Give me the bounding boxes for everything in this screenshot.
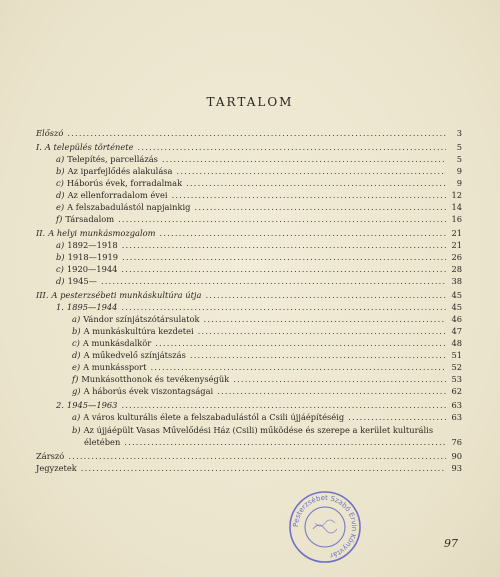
toc-entry-marker: III. xyxy=(36,290,49,300)
toc-entry xyxy=(36,239,462,251)
toc-entry-marker: f) xyxy=(56,214,63,224)
toc-entry-marker: a) xyxy=(56,240,65,250)
dot-leader xyxy=(124,436,446,448)
toc-entry-marker: e) xyxy=(72,362,81,372)
toc-entry-page: 21 xyxy=(451,228,462,238)
toc-entry xyxy=(36,153,462,165)
dot-leader xyxy=(348,411,446,423)
toc-entry-label xyxy=(72,337,151,349)
toc-entry-text: A munkáskultúra kezdetei xyxy=(83,326,194,336)
toc-entry-label xyxy=(56,165,172,177)
toc-entry-page: 53 xyxy=(451,374,462,384)
dot-leader xyxy=(186,177,446,189)
toc-entry-marker: 2. xyxy=(56,400,64,410)
toc-entry xyxy=(36,411,462,423)
toc-entry-text: 1945—1963 xyxy=(66,400,118,410)
toc-entry-label xyxy=(36,289,201,301)
toc-entry-label xyxy=(56,251,118,263)
toc-entry-text: Az újjáépült Vasas Művelődési Ház (Csili) működése és szerepe a kerület kulturális xyxy=(83,425,434,435)
toc-entry xyxy=(36,189,462,201)
dot-leader xyxy=(118,213,446,225)
toc-entry-text: 1895—1944 xyxy=(66,302,118,312)
dot-leader xyxy=(68,450,446,462)
toc-entry-text: Zárszó xyxy=(36,451,65,461)
toc-entry-text: Munkásotthonok és tevékenységük xyxy=(81,374,230,384)
toc-entry xyxy=(36,436,462,448)
toc-entry-page: 48 xyxy=(451,338,462,348)
toc-entry-marker: I. xyxy=(36,142,42,152)
toc-entry-text: Az iparfejlődés alakulása xyxy=(67,166,173,176)
toc-entry xyxy=(36,301,462,313)
toc-entry-page: 9 xyxy=(456,178,462,188)
toc-entry-marker: d) xyxy=(72,350,81,360)
toc-entry xyxy=(36,275,462,287)
dot-leader xyxy=(204,313,446,325)
dot-leader xyxy=(122,251,446,263)
toc-entry-page: 45 xyxy=(451,290,462,300)
toc-entry-text: A helyi munkásmozgalom xyxy=(48,228,156,238)
toc-entry-page: 90 xyxy=(451,451,462,461)
toc-entry xyxy=(36,337,462,349)
toc-entry-page: 51 xyxy=(451,350,462,360)
toc-entry-page: 28 xyxy=(451,264,462,274)
dot-leader xyxy=(205,289,446,301)
toc-entry-marker: d) xyxy=(56,190,65,200)
svg-text:Pesterzsébet Szabó Ervin Könyv xyxy=(292,494,358,560)
toc-entry-page: 21 xyxy=(451,240,462,250)
toc-entry-marker: c) xyxy=(56,178,64,188)
toc-entry-text: A háborús évek viszontagságai xyxy=(83,386,214,396)
toc-entry-text: A műkedvelő színjátszás xyxy=(83,350,186,360)
toc-entry-label xyxy=(72,385,213,397)
toc-entry xyxy=(36,313,462,325)
toc-entry-label xyxy=(56,213,114,225)
dot-leader xyxy=(150,361,446,373)
toc-entry-text: A felszabadulástól napjainkig xyxy=(67,202,191,212)
toc-entry-page: 45 xyxy=(451,302,462,312)
dot-leader xyxy=(176,165,446,177)
toc-entry-label xyxy=(36,450,64,462)
dot-leader xyxy=(121,399,446,411)
toc-entry-page: 12 xyxy=(451,190,462,200)
toc-entry-page: 16 xyxy=(451,214,462,224)
toc-entry-text: Telepítés, parcellázás xyxy=(67,154,158,164)
dot-leader xyxy=(162,153,446,165)
toc-entry-page: 93 xyxy=(451,463,462,473)
toc-entry-marker: a) xyxy=(56,154,65,164)
toc-entry xyxy=(36,289,462,301)
toc-entry-marker: e) xyxy=(56,202,65,212)
toc-entry-label xyxy=(36,462,77,474)
toc-entry-text: 1892—1918 xyxy=(67,240,118,250)
toc-entry-label xyxy=(56,239,118,251)
toc-entry xyxy=(36,251,462,263)
toc-entry-page: 5 xyxy=(456,142,462,152)
toc-entry xyxy=(36,201,462,213)
toc-entry-text: életében xyxy=(84,437,121,447)
dot-leader xyxy=(195,201,447,213)
toc-entry xyxy=(36,141,462,153)
toc-entry-page: 9 xyxy=(456,166,462,176)
toc-entry-text: Vándor színjátszótársulatok xyxy=(83,314,200,324)
dot-leader xyxy=(172,189,446,201)
toc-entry-label xyxy=(56,275,97,287)
toc-entry-marker: c) xyxy=(72,338,80,348)
toc-entry xyxy=(36,361,462,373)
toc-entry-page: 76 xyxy=(451,437,462,447)
toc-entry xyxy=(36,165,462,177)
toc-entry-text: 1918—1919 xyxy=(67,252,119,262)
toc-entry xyxy=(36,325,462,337)
toc-entry-page: 62 xyxy=(451,386,462,396)
toc-entry-marker: b) xyxy=(72,326,81,336)
toc-entry-label xyxy=(36,227,156,239)
toc-entry-label xyxy=(72,313,200,325)
toc-entry xyxy=(36,385,462,397)
toc-entry-text: A pesterzsébeti munkáskultúra útja xyxy=(51,290,202,300)
toc-entry-marker: a) xyxy=(72,314,81,324)
toc-entry-text: A munkásdalkör xyxy=(82,338,152,348)
toc-entry xyxy=(36,177,462,189)
toc-entry-label xyxy=(36,127,63,139)
toc-entry-text: A város kulturális élete a felszabadulástól a Csili újjáépítéséig xyxy=(83,412,345,422)
toc-entry xyxy=(36,349,462,361)
toc-entry-label xyxy=(56,301,117,313)
toc-entry-label xyxy=(72,411,344,423)
toc-entry-marker: f) xyxy=(72,374,79,384)
toc-entry-label xyxy=(36,141,134,153)
toc-entry-marker: II. xyxy=(36,228,46,238)
toc-entry-text: Háborús évek, forradalmak xyxy=(66,178,183,188)
toc-entry-text: 1920—1944 xyxy=(66,264,118,274)
toc-entry-marker: c) xyxy=(56,264,64,274)
dot-leader xyxy=(138,141,446,153)
dot-leader xyxy=(122,239,446,251)
toc-entry-marker: b) xyxy=(56,166,65,176)
toc-entry-page: 52 xyxy=(451,362,462,372)
toc-entry-page: 63 xyxy=(451,400,462,410)
toc-entry-label xyxy=(84,436,120,448)
toc-entry-page: 47 xyxy=(451,326,462,336)
toc-entry xyxy=(36,462,462,474)
toc-entry-page: 63 xyxy=(451,412,462,422)
toc-entry-page: 5 xyxy=(456,154,462,164)
dot-leader xyxy=(121,301,446,313)
toc-entry-label xyxy=(56,263,117,275)
dot-leader xyxy=(67,127,446,139)
toc-entry-label xyxy=(56,177,182,189)
toc-entry-label xyxy=(72,349,186,361)
toc-entry-label xyxy=(56,189,168,201)
toc-entry xyxy=(36,213,462,225)
dot-leader xyxy=(217,385,446,397)
dot-leader xyxy=(101,275,446,287)
toc-entry-text: Társadalom xyxy=(65,214,115,224)
toc-entry-text: Jegyzetek xyxy=(36,463,77,473)
toc-entry-marker: b) xyxy=(56,252,65,262)
stamp-ring-text: Pesterzsébet Szabó Ervin Könyvtár xyxy=(291,493,359,560)
dot-leader xyxy=(233,373,446,385)
toc-entry-marker: a) xyxy=(72,412,81,422)
toc-entry-label xyxy=(56,399,117,411)
toc-entry-text: 1945— xyxy=(67,276,97,286)
toc-entry-page: 38 xyxy=(451,276,462,286)
toc-entry-page: 3 xyxy=(456,128,462,138)
toc-entry xyxy=(36,424,462,436)
toc-entry-marker: d) xyxy=(56,276,65,286)
toc-entry-label xyxy=(72,325,194,337)
toc-entry-marker: 1. xyxy=(56,302,64,312)
toc-entry-label xyxy=(56,201,191,213)
dot-leader xyxy=(155,337,446,349)
toc-entry-label xyxy=(72,361,146,373)
toc-entry-marker: b) xyxy=(72,425,81,435)
toc-entry-text: A munkássport xyxy=(83,362,147,372)
toc-entry-label xyxy=(56,153,158,165)
toc-entry-label xyxy=(72,373,229,385)
toc-entry-page: 46 xyxy=(451,314,462,324)
dot-leader xyxy=(81,462,446,474)
toc-entry-page: 26 xyxy=(451,252,462,262)
dot-leader xyxy=(121,263,446,275)
toc-entry-text: Az ellenforradalom évei xyxy=(67,190,168,200)
toc-entry xyxy=(36,227,462,239)
toc-entry xyxy=(36,127,462,139)
library-stamp xyxy=(287,489,363,565)
toc-entry-page: 14 xyxy=(451,202,462,212)
toc-heading: TARTALOM xyxy=(206,95,294,109)
dot-leader xyxy=(198,325,446,337)
toc-entry xyxy=(36,373,462,385)
toc-entry xyxy=(36,450,462,462)
toc-entry xyxy=(36,263,462,275)
toc-entry-marker: g) xyxy=(72,386,81,396)
toc-entry-text: A település története xyxy=(44,142,134,152)
toc-entry-label xyxy=(72,424,462,436)
dot-leader xyxy=(160,227,446,239)
toc-entry xyxy=(36,399,462,411)
page-number: 97 xyxy=(444,537,458,550)
toc-entry-text: Előszó xyxy=(36,128,64,138)
dot-leader xyxy=(190,349,446,361)
